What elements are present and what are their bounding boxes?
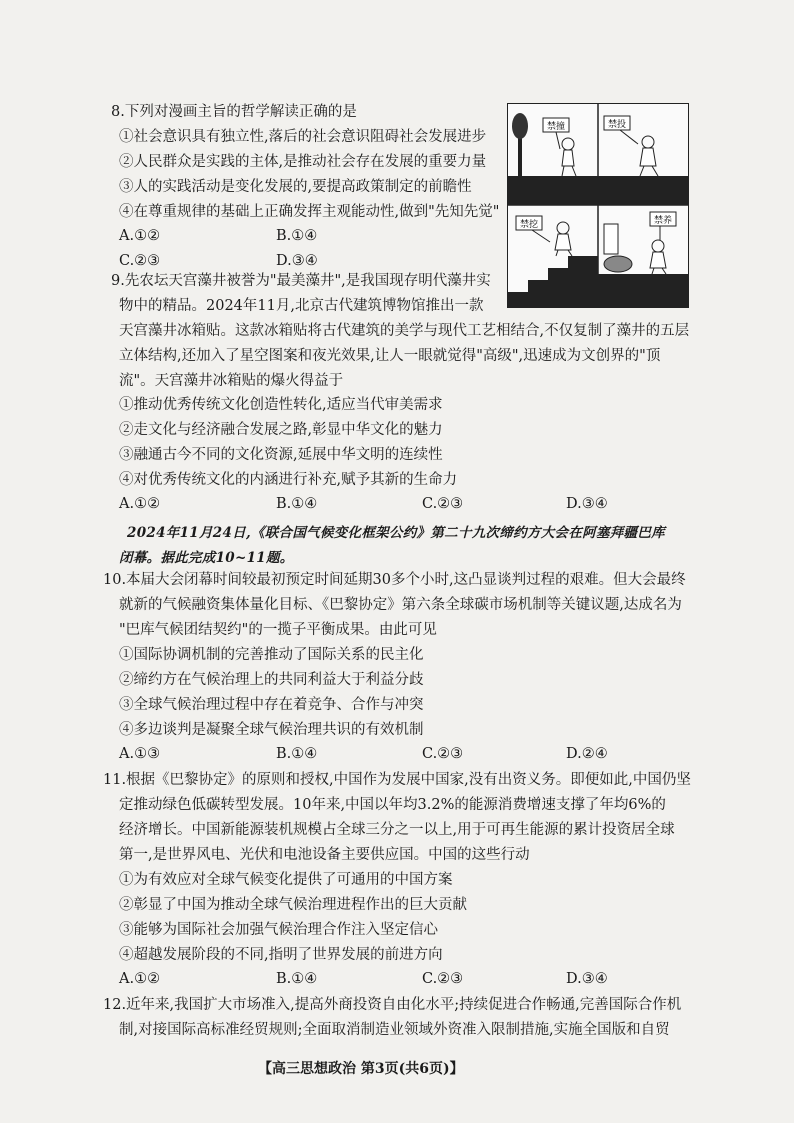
- q10-item-2: ②缔约方在气候治理上的共同利益大于利益分歧: [119, 672, 424, 688]
- comic-sign-2: 禁投: [607, 120, 627, 130]
- q8-option-a: A.①②: [119, 228, 161, 244]
- q11-item-4: ④超越发展阶段的不同,指明了世界发展的前进方向: [119, 947, 443, 963]
- q9-line-5: 流"。天宫藻井冰箱贴的爆火得益于: [119, 373, 344, 389]
- q8-option-b: B.①④: [276, 228, 318, 244]
- q8-option-d: D.③④: [276, 253, 318, 269]
- q10-item-3: ③全球气候治理过程中存在着竞争、合作与冲突: [119, 697, 424, 713]
- q10-option-c: C.②③: [422, 746, 464, 762]
- q8-option-c: C.②③: [119, 253, 161, 269]
- q9-line-3: 天宫藻井冰箱贴。这款冰箱贴将古代建筑的美学与现代工艺相结合,不仅复制了藻井的五层: [119, 323, 690, 339]
- q9-line-4: 立体结构,还加入了星空图案和夜光效果,让人一眼就觉得"高级",迅速成为文创界的"顶: [119, 348, 661, 364]
- q11-option-a: A.①②: [119, 971, 161, 987]
- page-footer: 【高三思想政治 第3页(共6页)】: [258, 1061, 464, 1077]
- q10-item-4: ④多边谈判是凝聚全球气候治理共识的有效机制: [119, 722, 424, 738]
- q8-item-3: ③人的实践活动是变化发展的,要提高政策制定的前瞻性: [119, 179, 472, 195]
- q11-line-4: 第一,是世界风电、光伏和电池设备主要供应国。中国的这些行动: [119, 847, 530, 863]
- q10-option-a: A.①③: [119, 746, 161, 762]
- comic-sign-3: 禁挖: [519, 220, 539, 230]
- q10-item-1: ①国际协调机制的完善推动了国际关系的民主化: [119, 647, 424, 663]
- q10-option-b: B.①④: [276, 746, 318, 762]
- q9-option-d: D.③④: [566, 496, 608, 512]
- q9-option-a: A.①②: [119, 496, 161, 512]
- q11-item-3: ③能够为国际社会加强气候治理合作注入坚定信心: [119, 922, 438, 938]
- material-intro-line-1: 2024年11月24日,《联合国气候变化框架公约》第二十九次缔约方大会在阿塞拜疆巴库: [127, 525, 665, 541]
- q11-line-2: 定推动绿色低碳转型发展。10年来,中国以年均3.2%的能源消费增速支撑了年均6%的: [119, 797, 666, 813]
- comic-sign-4: 禁养: [653, 216, 673, 226]
- q9-item-4: ④对优秀传统文化的内涵进行补充,赋予其新的生命力: [119, 472, 458, 488]
- q11-option-d: D.③④: [566, 971, 608, 987]
- q10-line-3: "巴库气候团结契约"的一揽子平衡成果。由此可见: [119, 622, 437, 638]
- q9-item-1: ①推动优秀传统文化创造性转化,适应当代审美需求: [119, 397, 443, 413]
- q9-option-b: B.①④: [276, 496, 318, 512]
- q8-item-2: ②人民群众是实践的主体,是推动社会存在发展的重要力量: [119, 154, 487, 170]
- q8-item-1: ①社会意识具有独立性,落后的社会意识阻碍社会发展进步: [119, 129, 487, 145]
- q8-item-4: ④在尊重规律的基础上正确发挥主观能动性,做到"先知先觉": [119, 204, 500, 220]
- comic-sign-1: 禁撞: [546, 122, 566, 132]
- comic-svg: [508, 104, 688, 307]
- q11-option-b: B.①④: [276, 971, 318, 987]
- q9-option-c: C.②③: [422, 496, 464, 512]
- material-intro-line-2: 闭幕。据此完成10~11题。: [119, 550, 294, 566]
- q11-item-1: ①为有效应对全球气候变化提供了可通用的中国方案: [119, 872, 453, 888]
- comic-illustration: [507, 103, 689, 308]
- q8-stem: 8.下列对漫画主旨的哲学解读正确的是: [111, 104, 357, 120]
- q10-line-2: 就新的气候融资集体量化目标、《巴黎协定》第六条全球碳市场机制等关键议题,达成名为: [119, 597, 682, 613]
- q11-line-1: 11.根据《巴黎协定》的原则和授权,中国作为发展中国家,没有出资义务。即便如此,中国仍坚: [103, 772, 691, 788]
- q10-option-d: D.②④: [566, 746, 608, 762]
- q11-option-c: C.②③: [422, 971, 464, 987]
- q9-line-1: 9.先农坛天宫藻井被誉为"最美藻井",是我国现存明代藻井实: [111, 273, 491, 289]
- q12-line-1: 12.近年来,我国扩大市场准入,提高外商投资自由化水平;持续促进合作畅通,完善国际合作机: [103, 997, 682, 1013]
- q12-line-2: 制,对接国际高标准经贸规则;全面取消制造业领域外资准入限制措施,实施全国版和自贸: [119, 1022, 670, 1038]
- q10-line-1: 10.本届大会闭幕时间较最初预定时间延期30多个小时,这凸显谈判过程的艰难。但大会最终: [103, 572, 686, 588]
- q11-item-2: ②彰显了中国为推动全球气候治理进程作出的巨大贡献: [119, 897, 467, 913]
- q11-line-3: 经济增长。中国新能源装机规模占全球三分之一以上,用于可再生能源的累计投资居全球: [119, 822, 675, 838]
- q9-item-3: ③融通古今不同的文化资源,延展中华文明的连续性: [119, 447, 443, 463]
- q9-item-2: ②走文化与经济融合发展之路,彰显中华文化的魅力: [119, 422, 443, 438]
- q9-line-2: 物中的精品。2024年11月,北京古代建筑博物馆推出一款: [119, 298, 484, 314]
